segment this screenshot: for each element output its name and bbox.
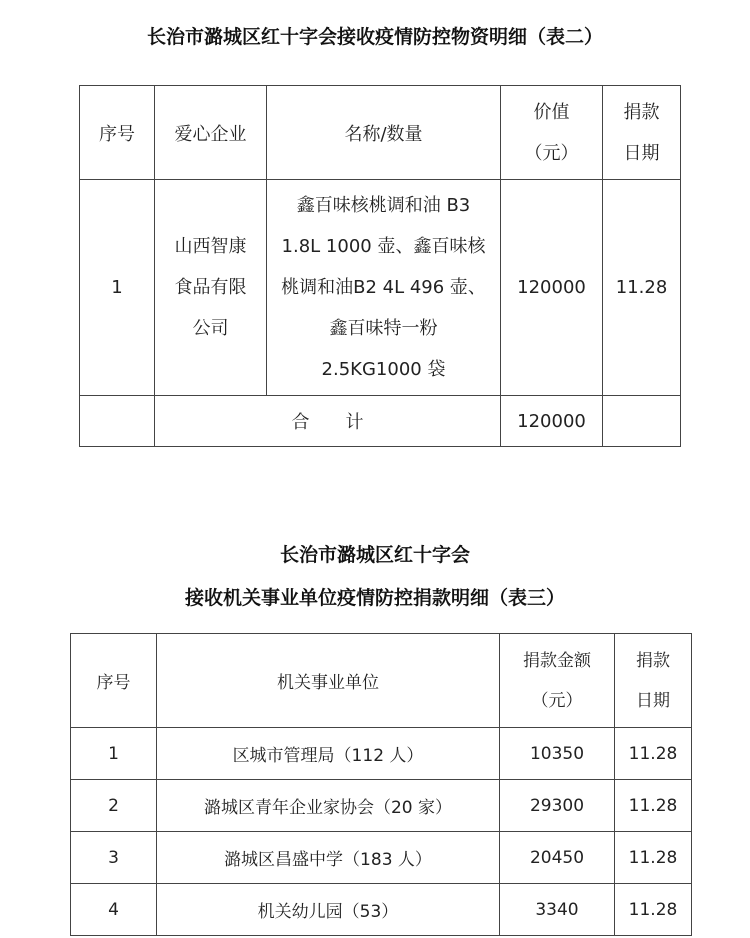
table-row [80,180,681,396]
row-unit: 区城市管理局（112 人） [157,728,500,780]
row-amount: 29300 [500,780,615,832]
header-seq: 序号 [80,86,155,180]
row-unit: 潞城区青年企业家协会（20 家） [157,780,500,832]
table2-header-row [80,86,681,180]
row-date: 11.28 [615,728,692,780]
row-amount: 20450 [500,832,615,884]
row-seq: 3 [71,832,157,884]
table-row [71,780,692,832]
header-unit: 机关事业单位 [157,634,500,728]
header-name: 名称/数量 [267,86,501,180]
materials-table [79,85,681,447]
donations-table [70,633,692,936]
header-amount: 捐款金额 （元） [500,634,615,728]
header-seq: 序号 [71,634,157,728]
header-company: 爱心企业 [155,86,267,180]
table2-title: 长治市潞城区红十字会接收疫情防控物资明细（表二） [146,26,603,48]
total-empty-cell [80,396,155,447]
total-value: 120000 [501,396,603,447]
row-seq: 1 [80,180,155,396]
row-date: 11.28 [615,884,692,936]
table3-title-line2: 接收机关事业单位疫情防控捐款明细（表三） [184,587,565,609]
header-value: 价值 （元） [501,86,603,180]
row-unit: 潞城区昌盛中学（183 人） [157,832,500,884]
row-amount: 10350 [500,728,615,780]
table-row [71,884,692,936]
row-company: 山西智康 食品有限 公司 [155,180,267,396]
row-seq: 4 [71,884,157,936]
row-value: 120000 [501,180,603,396]
header-date: 捐款 日期 [603,86,681,180]
total-row [80,396,681,447]
row-unit: 机关幼儿园（53） [157,884,500,936]
row-date: 11.28 [615,780,692,832]
row-seq: 2 [71,780,157,832]
total-label: 合 计 [155,396,501,447]
table-row [71,832,692,884]
row-date: 11.28 [615,832,692,884]
row-date: 11.28 [603,180,681,396]
row-seq: 1 [71,728,157,780]
table3-title-line1: 长治市潞城区红十字会 [279,544,470,566]
row-name: 鑫百味核桃调和油 B3 1.8L 1000 壶、鑫百味核 桃调和油B2 4L 496 壶、 鑫百味特一粉 2.5KG1000 袋 [267,180,501,396]
table-row [71,728,692,780]
total-date-empty [603,396,681,447]
table3-header-row [71,634,692,728]
header-date: 捐款 日期 [615,634,692,728]
row-amount: 3340 [500,884,615,936]
